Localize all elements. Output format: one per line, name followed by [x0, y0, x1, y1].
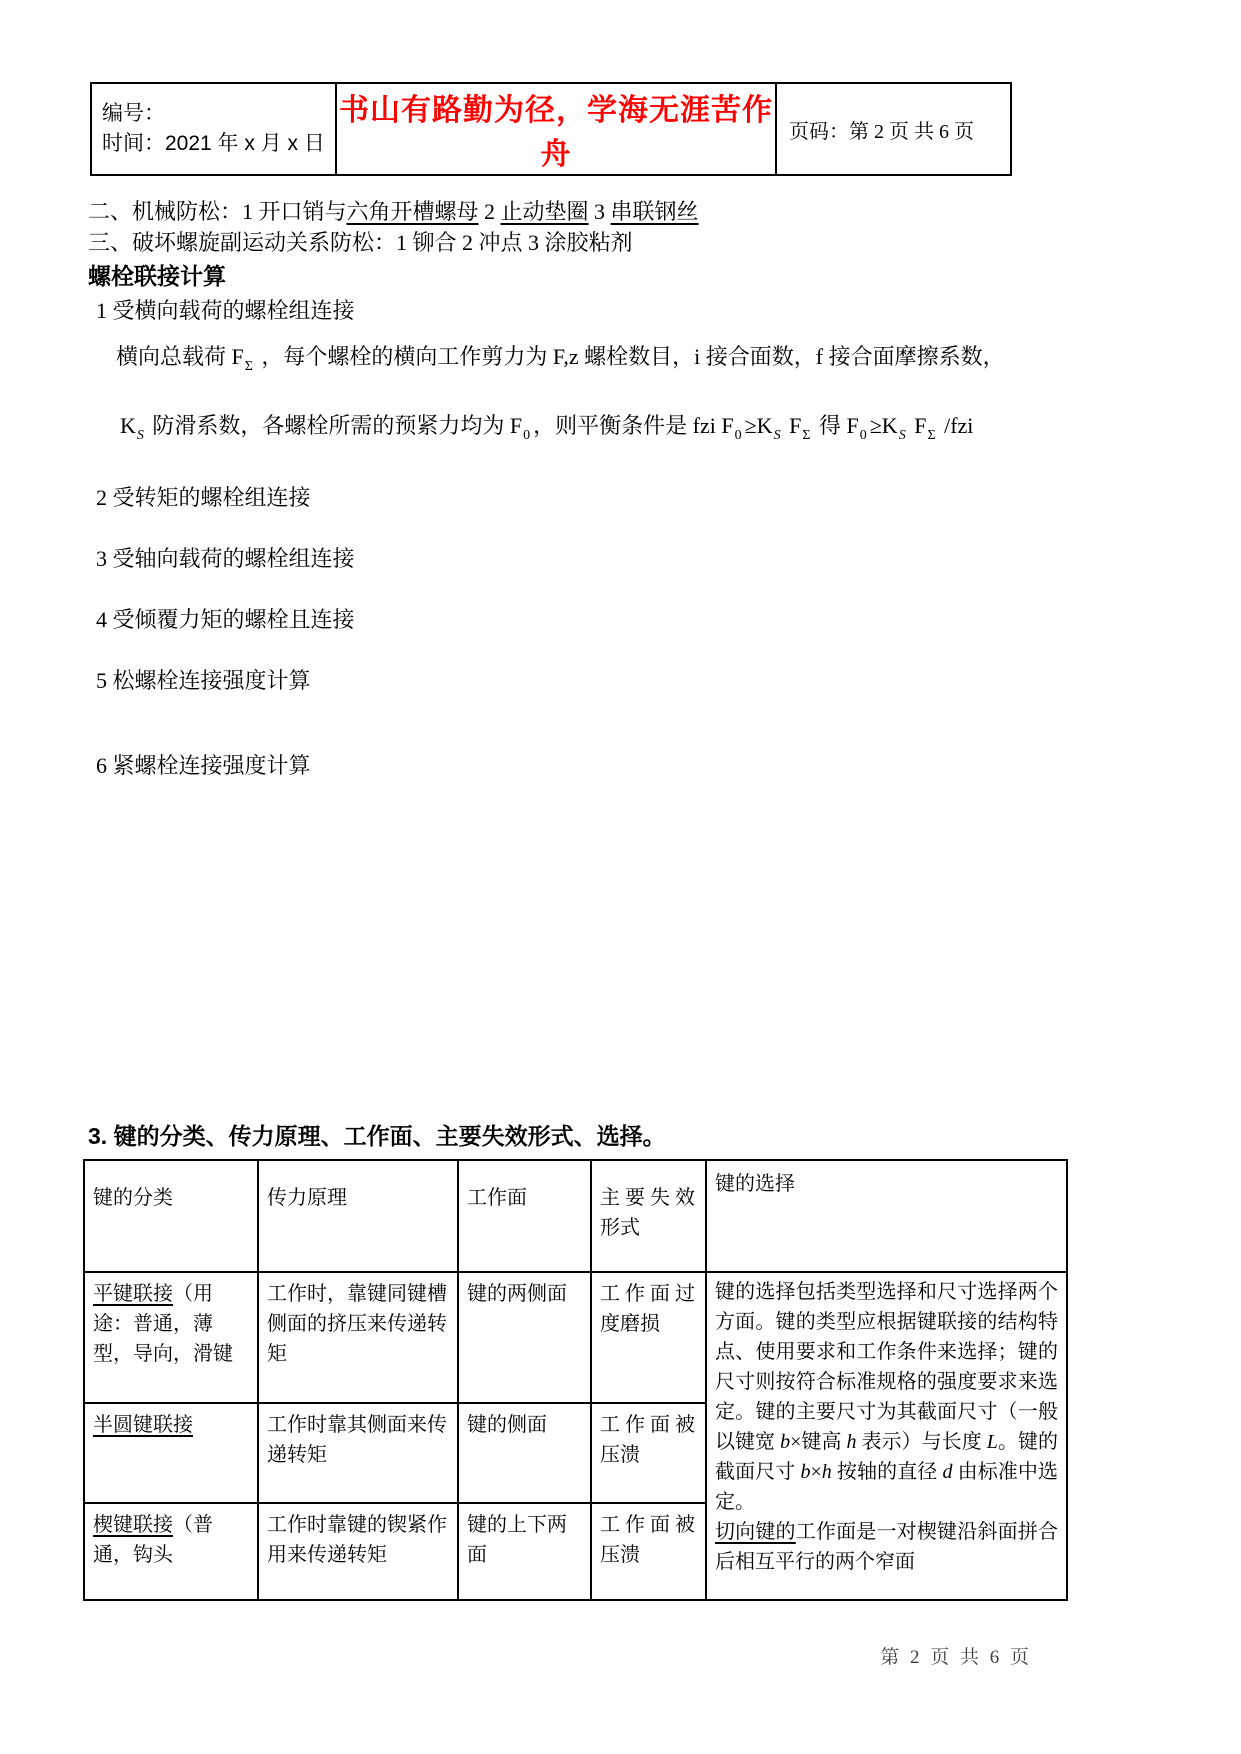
cell-semicircle-key-name: 半圆键联接 [84, 1403, 258, 1503]
bolt-item-6: 6 紧螺栓连接强度计算 [96, 753, 311, 778]
key-selection-cell [706, 1272, 1067, 1600]
cell-wedge-key-surface: 键的上下两面 [458, 1503, 591, 1600]
formula-line-2: $K_S$ 防滑系数，各螺栓所需的预紧力均为 $F_0$ ，则平衡条件是 fzi $F_0 \ge K_S$ $F_\Sigma$ 得 $F_0 \ge K_S$ $F_\Sigma$ /fzi [120, 413, 974, 443]
header-meta-cell [91, 83, 336, 175]
bolt-item-2: 2 受转矩的螺栓组连接 [96, 485, 311, 510]
footer-page-number: 第 2 页 共 6 页 [880, 1647, 1032, 1668]
col-header-failure: 主 要 失 效 形式 [591, 1160, 706, 1272]
cell-semicircle-key-surface: 键的侧面 [458, 1403, 591, 1503]
col-header-selection: 键的选择 [706, 1160, 1067, 1272]
header-page-number: 页码：第 2 页 共 6 页 [776, 83, 1011, 175]
anti-loosening-destroy-line: 三、破坏螺旋副运动关系防松：1 铆合 2 冲点 3 涂胶粘剂 [88, 230, 633, 255]
cell-flat-key-failure: 工 作 面 过 度磨损 [591, 1272, 706, 1403]
cell-semicircle-key-principle: 工作时靠其侧面来传递转矩 [258, 1403, 458, 1503]
header-row [91, 83, 1011, 175]
key-selection-paragraph-1: 键的选择包括类型选择和尺寸选择两个方面。键的类型应根据键联接的结构特点、使用要求和工作条件来选择；键的尺寸则按符合标准规格的强度要求来选定。键的主要尺寸为其截面尺寸（一般以键宽 b×键高 h 表示）与长度 L。键的截面尺寸 b×h 按轴的直径 d 由标准中选定。 [715, 1281, 1059, 1513]
key-table-header-row [84, 1160, 1067, 1272]
cell-flat-key-name: 平键联接（用途：普通，薄型，导向，滑键 [84, 1272, 258, 1403]
col-header-surface: 工作面 [458, 1160, 591, 1272]
col-header-principle: 传力原理 [258, 1160, 458, 1272]
key-table [83, 1159, 1068, 1601]
key-selection-paragraph-2: 切向键的工作面是一对楔键沿斜面拼合后相互平行的两个窄面 [715, 1521, 1058, 1573]
header-motto: 书山有路勤为径，学海无涯苦作舟 [339, 94, 773, 171]
doc-time-label: 时间：2021 年 x 月 x 日 [102, 132, 325, 155]
bolt-item-3: 3 受轴向载荷的螺栓组连接 [96, 546, 355, 571]
cell-wedge-key-name: 楔键联接（普通，钩头 [84, 1503, 258, 1600]
header-motto-cell [336, 83, 776, 175]
section-3-heading: 3. 键的分类、传力原理、工作面、主要失效形式、选择。 [88, 1123, 666, 1149]
doc-number-label: 编号： [102, 102, 165, 125]
bolt-calc-heading: 螺栓联接计算 [88, 263, 226, 289]
cell-flat-key-surface: 键的两侧面 [458, 1272, 591, 1403]
header-table [90, 82, 1012, 176]
bolt-item-1: 1 受横向载荷的螺栓组连接 [96, 298, 355, 323]
document-body [88, 196, 1173, 1601]
cell-flat-key-principle: 工作时，靠键同键槽侧面的挤压来传递转矩 [258, 1272, 458, 1403]
cell-wedge-key-failure: 工 作 面 被 压溃 [591, 1503, 706, 1600]
key-table-row-flat-key [84, 1272, 1067, 1403]
cell-wedge-key-principle: 工作时靠键的锲紧作用来传递转矩 [258, 1503, 458, 1600]
formula-line-1: 横向总载荷 $F_\Sigma$ ，每个螺栓的横向工作剪力为 F,z 螺栓数目，i 接合面数，f 接合面摩擦系数， [116, 344, 1005, 374]
cell-semicircle-key-failure: 工 作 面 被 压溃 [591, 1403, 706, 1503]
col-header-classification: 键的分类 [84, 1160, 258, 1272]
bolt-item-4: 4 受倾覆力矩的螺栓且连接 [96, 607, 355, 632]
bolt-item-5: 5 松螺栓连接强度计算 [96, 668, 311, 693]
anti-loosening-mechanical-line: 二、机械防松：1 开口销与六角开槽螺母 2 止动垫圈 3 串联钢丝 [88, 199, 699, 224]
